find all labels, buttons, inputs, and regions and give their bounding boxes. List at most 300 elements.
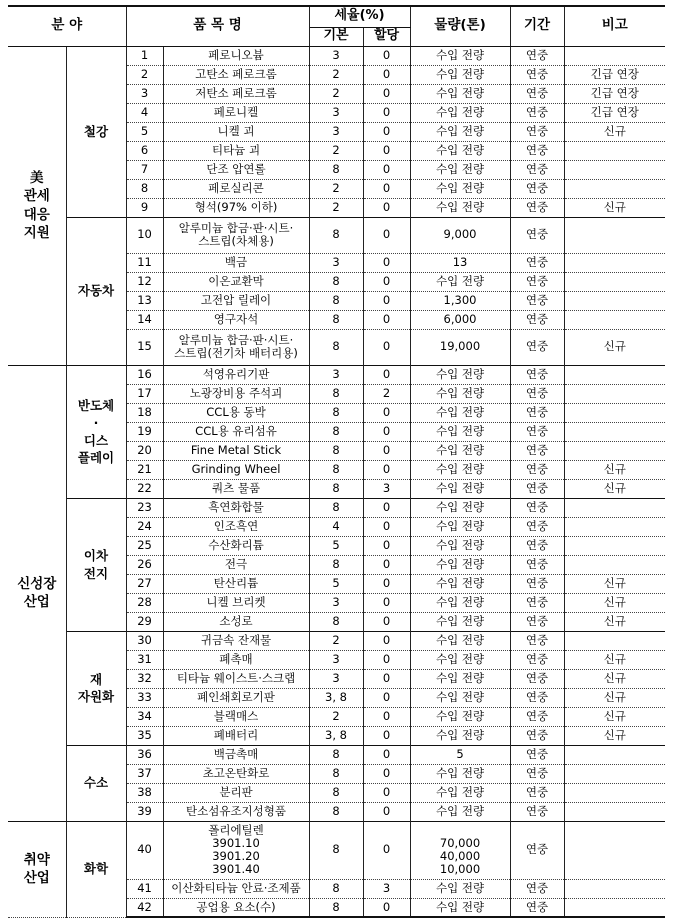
item-name-cell: 이산화티타늄 안료·조제품 bbox=[163, 879, 309, 898]
item-name-cell: 단조 압연롤 bbox=[163, 160, 309, 179]
row-number-cell: 7 bbox=[126, 160, 163, 179]
period-cell: 연중 bbox=[510, 122, 564, 141]
item-name-cell: 석영유리기판 bbox=[163, 365, 309, 384]
item-name-cell: 알루미늄 합금·판·시트· 스트립(차체용) bbox=[163, 217, 309, 253]
basic-rate-cell: 5 bbox=[309, 574, 363, 593]
quota-rate-cell: 0 bbox=[363, 84, 410, 103]
period-cell: 연중 bbox=[510, 179, 564, 198]
row-number-cell: 12 bbox=[126, 272, 163, 291]
row-number-cell: 42 bbox=[126, 898, 163, 917]
note-cell bbox=[564, 384, 665, 403]
quantity-cell: 수입 전량 bbox=[410, 84, 510, 103]
basic-rate-cell: 8 bbox=[309, 441, 363, 460]
basic-rate-cell: 8 bbox=[309, 217, 363, 253]
period-cell: 연중 bbox=[510, 726, 564, 745]
period-cell: 연중 bbox=[510, 688, 564, 707]
quantity-cell: 수입 전량 bbox=[410, 460, 510, 479]
basic-rate-cell: 2 bbox=[309, 65, 363, 84]
note-cell bbox=[564, 517, 665, 536]
item-name-cell: 폐배터리 bbox=[163, 726, 309, 745]
basic-rate-cell: 3 bbox=[309, 650, 363, 669]
item-name-cell: 수산화리튬 bbox=[163, 536, 309, 555]
note-cell bbox=[564, 802, 665, 821]
quantity-cell: 수입 전량 bbox=[410, 65, 510, 84]
item-name-cell: 티타늄 웨이스트·스크랩 bbox=[163, 669, 309, 688]
quantity-cell: 수입 전량 bbox=[410, 707, 510, 726]
quota-rate-cell: 0 bbox=[363, 365, 410, 384]
item-name-cell: 분리판 bbox=[163, 783, 309, 802]
quota-rate-cell: 0 bbox=[363, 669, 410, 688]
quantity-cell: 수입 전량 bbox=[410, 726, 510, 745]
quantity-cell: 수입 전량 bbox=[410, 631, 510, 650]
row-number-cell: 38 bbox=[126, 783, 163, 802]
note-cell: 신규 bbox=[564, 198, 665, 217]
quota-rate-cell: 0 bbox=[363, 460, 410, 479]
row-number-cell: 27 bbox=[126, 574, 163, 593]
table-row bbox=[8, 745, 665, 764]
note-cell: 신규 bbox=[564, 650, 665, 669]
quantity-cell: 수입 전량 bbox=[410, 422, 510, 441]
period-cell: 연중 bbox=[510, 160, 564, 179]
basic-rate-cell: 8 bbox=[309, 612, 363, 631]
note-cell bbox=[564, 764, 665, 783]
quantity-cell: 수입 전량 bbox=[410, 365, 510, 384]
quota-rate-cell: 0 bbox=[363, 821, 410, 879]
group-label: 美 관세 대응 지원 bbox=[8, 46, 66, 365]
item-name-cell: 폐인쇄회로기판 bbox=[163, 688, 309, 707]
quantity-cell: 수입 전량 bbox=[410, 669, 510, 688]
item-name-cell: 초고온탄화로 bbox=[163, 764, 309, 783]
basic-rate-cell: 8 bbox=[309, 498, 363, 517]
item-name-cell: 고전압 릴레이 bbox=[163, 291, 309, 310]
basic-rate-cell: 8 bbox=[309, 310, 363, 329]
table-row bbox=[8, 365, 665, 384]
quantity-cell: 수입 전량 bbox=[410, 46, 510, 65]
item-name-cell: 페로니오븀 bbox=[163, 46, 309, 65]
group-label: 취약 산업 bbox=[8, 821, 66, 917]
quota-rate-cell: 0 bbox=[363, 198, 410, 217]
quantity-cell: 수입 전량 bbox=[410, 764, 510, 783]
row-number-cell: 10 bbox=[126, 217, 163, 253]
header-quota-rate: 할당 bbox=[363, 27, 410, 46]
row-number-cell: 36 bbox=[126, 745, 163, 764]
note-cell: 긴급 연장 bbox=[564, 84, 665, 103]
row-number-cell: 33 bbox=[126, 688, 163, 707]
note-cell bbox=[564, 365, 665, 384]
note-cell bbox=[564, 403, 665, 422]
quota-rate-cell: 0 bbox=[363, 217, 410, 253]
header-basic-rate: 기본 bbox=[309, 27, 363, 46]
item-name-cell: 니켈 브리켓 bbox=[163, 593, 309, 612]
basic-rate-cell: 3 bbox=[309, 669, 363, 688]
item-name-cell: CCL용 동박 bbox=[163, 403, 309, 422]
period-cell: 연중 bbox=[510, 403, 564, 422]
note-cell: 신규 bbox=[564, 669, 665, 688]
quota-rate-cell: 0 bbox=[363, 403, 410, 422]
basic-rate-cell: 2 bbox=[309, 141, 363, 160]
row-number-cell: 4 bbox=[126, 103, 163, 122]
item-name-cell: 탄산리튬 bbox=[163, 574, 309, 593]
basic-rate-cell: 2 bbox=[309, 198, 363, 217]
row-number-cell: 40 bbox=[126, 821, 163, 879]
quota-rate-cell: 0 bbox=[363, 631, 410, 650]
item-name-cell: 백금촉매 bbox=[163, 745, 309, 764]
quota-rate-cell: 0 bbox=[363, 574, 410, 593]
item-name-cell: Grinding Wheel bbox=[163, 460, 309, 479]
note-cell: 긴급 연장 bbox=[564, 103, 665, 122]
subgroup-label: 재 자원화 bbox=[66, 631, 126, 745]
basic-rate-cell: 3, 8 bbox=[309, 688, 363, 707]
subgroup-label: 수소 bbox=[66, 745, 126, 821]
basic-rate-cell: 8 bbox=[309, 783, 363, 802]
header-tariff-rate: 세율(%) bbox=[309, 6, 410, 27]
row-number-cell: 35 bbox=[126, 726, 163, 745]
period-cell: 연중 bbox=[510, 217, 564, 253]
quota-rate-cell: 0 bbox=[363, 329, 410, 365]
tariff-table bbox=[8, 5, 665, 918]
period-cell: 연중 bbox=[510, 821, 564, 879]
row-number-cell: 20 bbox=[126, 441, 163, 460]
table-row bbox=[8, 217, 665, 253]
table-row bbox=[8, 46, 665, 65]
period-cell: 연중 bbox=[510, 329, 564, 365]
note-cell bbox=[564, 253, 665, 272]
note-cell bbox=[564, 160, 665, 179]
basic-rate-cell: 3 bbox=[309, 593, 363, 612]
row-number-cell: 19 bbox=[126, 422, 163, 441]
row-number-cell: 2 bbox=[126, 65, 163, 84]
row-number-cell: 13 bbox=[126, 291, 163, 310]
item-name-cell: 페로실리콘 bbox=[163, 179, 309, 198]
quota-rate-cell: 0 bbox=[363, 65, 410, 84]
item-name-cell: 영구자석 bbox=[163, 310, 309, 329]
row-number-cell: 32 bbox=[126, 669, 163, 688]
row-number-cell: 5 bbox=[126, 122, 163, 141]
quota-rate-cell: 0 bbox=[363, 555, 410, 574]
quota-rate-cell: 0 bbox=[363, 441, 410, 460]
basic-rate-cell: 8 bbox=[309, 384, 363, 403]
table-row bbox=[8, 631, 665, 650]
row-number-cell: 17 bbox=[126, 384, 163, 403]
row-number-cell: 3 bbox=[126, 84, 163, 103]
row-number-cell: 39 bbox=[126, 802, 163, 821]
header-period: 기간 bbox=[510, 6, 564, 46]
basic-rate-cell: 2 bbox=[309, 179, 363, 198]
quota-rate-cell: 0 bbox=[363, 764, 410, 783]
subgroup-label: 철강 bbox=[66, 46, 126, 217]
period-cell: 연중 bbox=[510, 517, 564, 536]
quota-rate-cell: 0 bbox=[363, 179, 410, 198]
quota-rate-cell: 3 bbox=[363, 479, 410, 498]
basic-rate-cell: 3 bbox=[309, 253, 363, 272]
period-cell: 연중 bbox=[510, 291, 564, 310]
item-name-cell: CCL용 유리섬유 bbox=[163, 422, 309, 441]
row-number-cell: 9 bbox=[126, 198, 163, 217]
quantity-cell: 수입 전량 bbox=[410, 612, 510, 631]
period-cell: 연중 bbox=[510, 536, 564, 555]
period-cell: 연중 bbox=[510, 574, 564, 593]
row-number-cell: 29 bbox=[126, 612, 163, 631]
note-cell bbox=[564, 272, 665, 291]
period-cell: 연중 bbox=[510, 783, 564, 802]
quantity-cell: 수입 전량 bbox=[410, 593, 510, 612]
quota-rate-cell: 0 bbox=[363, 310, 410, 329]
period-cell: 연중 bbox=[510, 272, 564, 291]
note-cell bbox=[564, 46, 665, 65]
note-cell bbox=[564, 217, 665, 253]
period-cell: 연중 bbox=[510, 498, 564, 517]
quota-rate-cell: 0 bbox=[363, 291, 410, 310]
note-cell bbox=[564, 498, 665, 517]
row-number-cell: 34 bbox=[126, 707, 163, 726]
quantity-cell: 수입 전량 bbox=[410, 688, 510, 707]
period-cell: 연중 bbox=[510, 612, 564, 631]
row-number-cell: 8 bbox=[126, 179, 163, 198]
basic-rate-cell: 8 bbox=[309, 821, 363, 879]
quota-rate-cell: 0 bbox=[363, 688, 410, 707]
quantity-cell: 수입 전량 bbox=[410, 802, 510, 821]
item-name-cell: 폴리에틸렌 3901.10 3901.20 3901.40 bbox=[163, 821, 309, 879]
note-cell bbox=[564, 783, 665, 802]
quota-rate-cell: 3 bbox=[363, 879, 410, 898]
row-number-cell: 22 bbox=[126, 479, 163, 498]
basic-rate-cell: 8 bbox=[309, 555, 363, 574]
item-name-cell: 인조흑연 bbox=[163, 517, 309, 536]
subgroup-label: 화학 bbox=[66, 821, 126, 917]
basic-rate-cell: 2 bbox=[309, 84, 363, 103]
row-number-cell: 26 bbox=[126, 555, 163, 574]
item-name-cell: 니켈 괴 bbox=[163, 122, 309, 141]
note-cell bbox=[564, 631, 665, 650]
period-cell: 연중 bbox=[510, 707, 564, 726]
quantity-cell: 13 bbox=[410, 253, 510, 272]
period-cell: 연중 bbox=[510, 745, 564, 764]
note-cell: 신규 bbox=[564, 593, 665, 612]
note-cell bbox=[564, 179, 665, 198]
note-cell: 긴급 연장 bbox=[564, 65, 665, 84]
basic-rate-cell: 8 bbox=[309, 745, 363, 764]
item-name-cell: Fine Metal Stick bbox=[163, 441, 309, 460]
basic-rate-cell: 8 bbox=[309, 403, 363, 422]
period-cell: 연중 bbox=[510, 384, 564, 403]
note-cell bbox=[564, 441, 665, 460]
row-number-cell: 15 bbox=[126, 329, 163, 365]
quantity-cell: 수입 전량 bbox=[410, 272, 510, 291]
basic-rate-cell: 8 bbox=[309, 291, 363, 310]
header-quantity: 물량(톤) bbox=[410, 6, 510, 46]
subgroup-label: 자동차 bbox=[66, 217, 126, 365]
row-number-cell: 30 bbox=[126, 631, 163, 650]
note-cell bbox=[564, 141, 665, 160]
header-field: 분 야 bbox=[8, 6, 126, 46]
quota-rate-cell: 0 bbox=[363, 612, 410, 631]
quantity-cell: 70,000 40,000 10,000 bbox=[410, 821, 510, 879]
basic-rate-cell: 3, 8 bbox=[309, 726, 363, 745]
period-cell: 연중 bbox=[510, 631, 564, 650]
quota-rate-cell: 0 bbox=[363, 141, 410, 160]
basic-rate-cell: 4 bbox=[309, 517, 363, 536]
quota-rate-cell: 0 bbox=[363, 726, 410, 745]
quantity-cell: 수입 전량 bbox=[410, 783, 510, 802]
item-name-cell: 소성로 bbox=[163, 612, 309, 631]
quantity-cell: 수입 전량 bbox=[410, 441, 510, 460]
period-cell: 연중 bbox=[510, 460, 564, 479]
quota-rate-cell: 0 bbox=[363, 46, 410, 65]
tariff-body bbox=[8, 46, 665, 917]
basic-rate-cell: 8 bbox=[309, 422, 363, 441]
quota-rate-cell: 0 bbox=[363, 536, 410, 555]
quota-rate-cell: 2 bbox=[363, 384, 410, 403]
header-item-name: 품 목 명 bbox=[126, 6, 309, 46]
basic-rate-cell: 3 bbox=[309, 365, 363, 384]
table-row bbox=[8, 498, 665, 517]
subgroup-label: 반도체 · 디스 플레이 bbox=[66, 365, 126, 498]
row-number-cell: 41 bbox=[126, 879, 163, 898]
quantity-cell: 수입 전량 bbox=[410, 498, 510, 517]
note-cell bbox=[564, 745, 665, 764]
quota-rate-cell: 0 bbox=[363, 272, 410, 291]
quantity-cell: 수입 전량 bbox=[410, 898, 510, 917]
row-number-cell: 14 bbox=[126, 310, 163, 329]
basic-rate-cell: 3 bbox=[309, 122, 363, 141]
basic-rate-cell: 8 bbox=[309, 160, 363, 179]
note-cell bbox=[564, 879, 665, 898]
row-number-cell: 24 bbox=[126, 517, 163, 536]
item-name-cell: 티타늄 괴 bbox=[163, 141, 309, 160]
row-number-cell: 1 bbox=[126, 46, 163, 65]
quota-rate-cell: 0 bbox=[363, 122, 410, 141]
basic-rate-cell: 8 bbox=[309, 802, 363, 821]
quota-rate-cell: 0 bbox=[363, 745, 410, 764]
basic-rate-cell: 2 bbox=[309, 631, 363, 650]
basic-rate-cell: 5 bbox=[309, 536, 363, 555]
row-number-cell: 25 bbox=[126, 536, 163, 555]
table-row bbox=[8, 821, 665, 879]
note-cell: 신규 bbox=[564, 460, 665, 479]
period-cell: 연중 bbox=[510, 253, 564, 272]
note-cell: 신규 bbox=[564, 688, 665, 707]
quota-rate-cell: 0 bbox=[363, 898, 410, 917]
note-cell bbox=[564, 422, 665, 441]
quantity-cell: 수입 전량 bbox=[410, 536, 510, 555]
quota-rate-cell: 0 bbox=[363, 253, 410, 272]
row-number-cell: 37 bbox=[126, 764, 163, 783]
note-cell bbox=[564, 898, 665, 917]
item-name-cell: 노광장비용 주석괴 bbox=[163, 384, 309, 403]
period-cell: 연중 bbox=[510, 46, 564, 65]
row-number-cell: 11 bbox=[126, 253, 163, 272]
item-name-cell: 전극 bbox=[163, 555, 309, 574]
row-number-cell: 16 bbox=[126, 365, 163, 384]
note-cell bbox=[564, 536, 665, 555]
quota-rate-cell: 0 bbox=[363, 650, 410, 669]
period-cell: 연중 bbox=[510, 441, 564, 460]
group-label: 신성장 산업 bbox=[8, 365, 66, 821]
period-cell: 연중 bbox=[510, 84, 564, 103]
basic-rate-cell: 3 bbox=[309, 46, 363, 65]
item-name-cell: 블랙매스 bbox=[163, 707, 309, 726]
basic-rate-cell: 3 bbox=[309, 103, 363, 122]
quantity-cell: 5 bbox=[410, 745, 510, 764]
quantity-cell: 1,300 bbox=[410, 291, 510, 310]
quota-rate-cell: 0 bbox=[363, 802, 410, 821]
item-name-cell: 공업용 요소(수) bbox=[163, 898, 309, 917]
period-cell: 연중 bbox=[510, 422, 564, 441]
quota-rate-cell: 0 bbox=[363, 517, 410, 536]
period-cell: 연중 bbox=[510, 479, 564, 498]
quota-rate-cell: 0 bbox=[363, 160, 410, 179]
quantity-cell: 수입 전량 bbox=[410, 122, 510, 141]
period-cell: 연중 bbox=[510, 669, 564, 688]
item-name-cell: 흑연화합물 bbox=[163, 498, 309, 517]
note-cell: 신규 bbox=[564, 479, 665, 498]
period-cell: 연중 bbox=[510, 879, 564, 898]
period-cell: 연중 bbox=[510, 593, 564, 612]
quota-rate-cell: 0 bbox=[363, 593, 410, 612]
period-cell: 연중 bbox=[510, 365, 564, 384]
row-number-cell: 28 bbox=[126, 593, 163, 612]
quantity-cell: 수입 전량 bbox=[410, 384, 510, 403]
item-name-cell: 폐촉매 bbox=[163, 650, 309, 669]
period-cell: 연중 bbox=[510, 198, 564, 217]
item-name-cell: 귀금속 잔재물 bbox=[163, 631, 309, 650]
quantity-cell: 수입 전량 bbox=[410, 479, 510, 498]
basic-rate-cell: 2 bbox=[309, 707, 363, 726]
basic-rate-cell: 8 bbox=[309, 879, 363, 898]
row-number-cell: 21 bbox=[126, 460, 163, 479]
row-number-cell: 6 bbox=[126, 141, 163, 160]
item-name-cell: 쿼츠 물품 bbox=[163, 479, 309, 498]
item-name-cell: 고탄소 페로크롬 bbox=[163, 65, 309, 84]
item-name-cell: 저탄소 페로크롬 bbox=[163, 84, 309, 103]
subgroup-label: 이차 전지 bbox=[66, 498, 126, 631]
quota-rate-cell: 0 bbox=[363, 103, 410, 122]
row-number-cell: 18 bbox=[126, 403, 163, 422]
note-cell: 신규 bbox=[564, 726, 665, 745]
note-cell: 신규 bbox=[564, 574, 665, 593]
row-number-cell: 23 bbox=[126, 498, 163, 517]
period-cell: 연중 bbox=[510, 65, 564, 84]
basic-rate-cell: 8 bbox=[309, 272, 363, 291]
period-cell: 연중 bbox=[510, 141, 564, 160]
period-cell: 연중 bbox=[510, 555, 564, 574]
period-cell: 연중 bbox=[510, 764, 564, 783]
item-name-cell: 알루미늄 합금·판·시트· 스트립(전기차 배터리용) bbox=[163, 329, 309, 365]
period-cell: 연중 bbox=[510, 103, 564, 122]
quota-rate-cell: 0 bbox=[363, 498, 410, 517]
item-name-cell: 형석(97% 이하) bbox=[163, 198, 309, 217]
item-name-cell: 페로니켈 bbox=[163, 103, 309, 122]
quantity-cell: 19,000 bbox=[410, 329, 510, 365]
quantity-cell: 수입 전량 bbox=[410, 574, 510, 593]
quota-rate-cell: 0 bbox=[363, 422, 410, 441]
note-cell: 신규 bbox=[564, 707, 665, 726]
basic-rate-cell: 8 bbox=[309, 460, 363, 479]
period-cell: 연중 bbox=[510, 310, 564, 329]
quantity-cell: 수입 전량 bbox=[410, 198, 510, 217]
quantity-cell: 수입 전량 bbox=[410, 555, 510, 574]
quantity-cell: 수입 전량 bbox=[410, 650, 510, 669]
basic-rate-cell: 8 bbox=[309, 898, 363, 917]
note-cell bbox=[564, 821, 665, 879]
quantity-cell: 9,000 bbox=[410, 217, 510, 253]
basic-rate-cell: 8 bbox=[309, 329, 363, 365]
quantity-cell: 수입 전량 bbox=[410, 879, 510, 898]
quota-rate-cell: 0 bbox=[363, 783, 410, 802]
quantity-cell: 수입 전량 bbox=[410, 141, 510, 160]
header-note: 비고 bbox=[564, 6, 665, 46]
quantity-cell: 수입 전량 bbox=[410, 179, 510, 198]
